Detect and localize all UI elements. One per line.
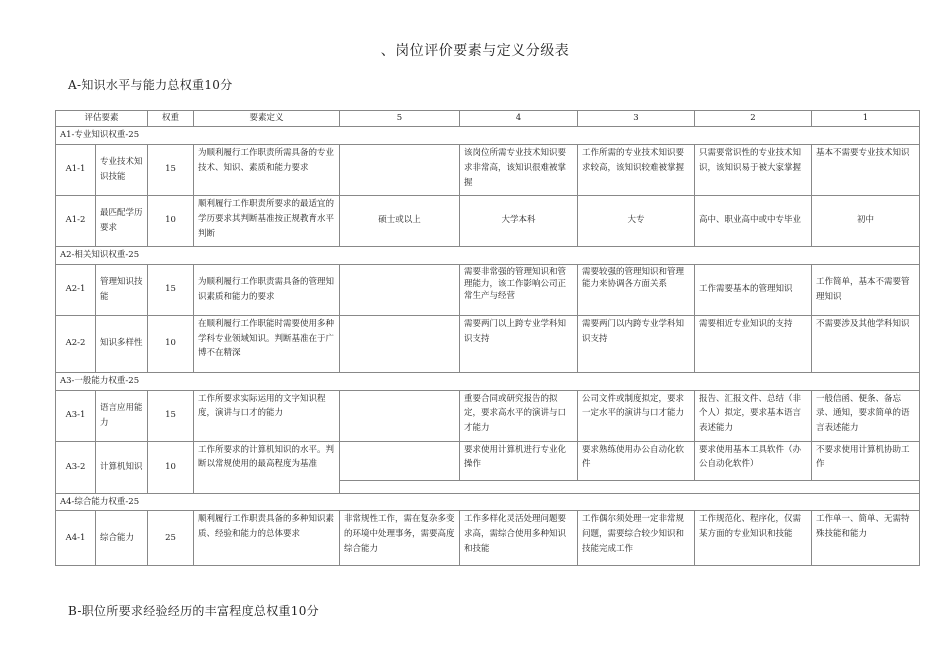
table-row [56, 264, 920, 315]
level-1-cell: 工作简单，基本不需要管理知识 [812, 264, 920, 315]
row-weight: 15 [148, 390, 194, 441]
row-code: A2-1 [56, 264, 96, 315]
level-1-cell: 不需要涉及其他学科知识 [812, 315, 920, 372]
header-level-1: 1 [812, 111, 920, 127]
row-definition: 工作所要求的计算机知识的水平。判断以常规使用的最高程度为基准 [194, 441, 340, 493]
level-5-cell: 非常规性工作，需在复杂多变的环境中处理事务，需要高度综合能力 [340, 511, 460, 566]
group-a1-label: A1-专业知识权重-25 [56, 126, 920, 144]
level-4-cell: 大学本科 [460, 195, 578, 246]
level-2-cell: 高中、职业高中或中专毕业 [695, 195, 812, 246]
group-a2-label: A2-相关知识权重-25 [56, 246, 920, 264]
group-row [56, 246, 920, 264]
level-2-cell: 只需要常识性的专业技术知识，该知识易于被大家掌握 [695, 144, 812, 195]
level-2-cell: 要求使用基本工具软件（办公自动化软件） [695, 441, 812, 480]
header-level-5: 5 [340, 111, 460, 127]
level-4-cell: 要求使用计算机进行专业化操作 [460, 441, 578, 480]
level-3-cell: 大专 [578, 195, 695, 246]
header-factor: 评估要素 [56, 111, 148, 127]
level-3-cell: 需要两门以内跨专业学科知识支持 [578, 315, 695, 372]
section-a-title: A-知识水平与能力总权重10分 [68, 78, 233, 92]
row-definition: 为顺利履行工作职责所需具备的专业技术、知识、素质和能力要求 [194, 144, 340, 195]
row-weight: 25 [148, 511, 194, 566]
table-row [56, 195, 920, 246]
row-weight: 10 [148, 195, 194, 246]
row-code: A3-1 [56, 390, 96, 441]
row-code: A2-2 [56, 315, 96, 372]
level-4-cell: 需要两门以上跨专业学科知识支持 [460, 315, 578, 372]
level-1-cell: 初中 [812, 195, 920, 246]
blank-cell [340, 480, 920, 493]
section-b-title: B-职位所要求经验经历的丰富程度总权重10分 [68, 604, 319, 618]
group-row [56, 372, 920, 390]
level-1-cell: 基本不需要专业技术知识 [812, 144, 920, 195]
level-5-cell: 硕士或以上 [340, 195, 460, 246]
level-3-cell: 工作所需的专业技术知识要求较高，该知识较难被掌握 [578, 144, 695, 195]
level-2-cell: 报告、汇报文件、总结（非个人）拟定，要求基本语言表述能力 [695, 390, 812, 441]
row-name: 最匹配学历要求 [96, 195, 148, 246]
row-definition: 顺利履行工作职责具备的多种知识素质、经验和能力的总体要求 [194, 511, 340, 566]
level-4-cell: 需要非常强的管理知识和管理能力，该工作影响公司正常生产与经营 [460, 264, 578, 315]
header-row [56, 111, 920, 127]
row-name: 专业技术知识技能 [96, 144, 148, 195]
level-5-cell [340, 390, 460, 441]
row-code: A1-2 [56, 195, 96, 246]
table-row [56, 144, 920, 195]
row-weight: 15 [148, 144, 194, 195]
table-row [56, 511, 920, 566]
group-a4-label: A4-综合能力权重-25 [56, 493, 920, 511]
header-level-3: 3 [578, 111, 695, 127]
header-definition: 要素定义 [194, 111, 340, 127]
row-code: A1-1 [56, 144, 96, 195]
level-2-cell: 工作规范化、程序化，仅需某方面的专业知识和技能 [695, 511, 812, 566]
group-a3-label: A3-一般能力权重-25 [56, 372, 920, 390]
page-title: 、岗位评价要素与定义分级表 [380, 43, 570, 59]
table-row [56, 441, 920, 480]
row-name: 管理知识技能 [96, 264, 148, 315]
table-row [56, 315, 920, 372]
level-2-cell: 工作需要基本的管理知识 [695, 264, 812, 315]
level-4-cell: 工作多样化灵活处理问题要求高，需综合使用多种知识和技能 [460, 511, 578, 566]
row-definition: 顺利履行工作职责所要求的最适宜的学历要求其判断基准按正规教育水平判断 [194, 195, 340, 246]
row-name: 计算机知识 [96, 441, 148, 493]
level-4-cell: 该岗位所需专业技术知识要求非常高，该知识很难被掌握 [460, 144, 578, 195]
level-3-cell: 要求熟练使用办公自动化软件 [578, 441, 695, 480]
table-row [56, 390, 920, 441]
row-definition: 工作所要求实际运用的文字知识程度，演讲与口才的能力 [194, 390, 340, 441]
level-5-cell [340, 315, 460, 372]
row-weight: 15 [148, 264, 194, 315]
row-code: A3-2 [56, 441, 96, 493]
header-weight: 权重 [148, 111, 194, 127]
row-name: 知识多样性 [96, 315, 148, 372]
level-3-cell: 工作偶尔须处理一定非常规问题，需要综合较少知识和技能完成工作 [578, 511, 695, 566]
level-5-cell [340, 264, 460, 315]
row-name: 语言应用能力 [96, 390, 148, 441]
level-1-cell: 工作单一、简单、无需特殊技能和能力 [812, 511, 920, 566]
level-1-cell: 不要求使用计算机协助工作 [812, 441, 920, 480]
row-name: 综合能力 [96, 511, 148, 566]
level-3-cell: 公司文件或制度拟定，要求一定水平的演讲与口才能力 [578, 390, 695, 441]
level-2-cell: 需要相近专业知识的支持 [695, 315, 812, 372]
row-definition: 为顺利履行工作职责需具备的管理知识素质和能力的要求 [194, 264, 340, 315]
level-4-cell: 重要合同或研究报告的拟定，要求高水平的演讲与口才能力 [460, 390, 578, 441]
header-level-2: 2 [695, 111, 812, 127]
group-row [56, 126, 920, 144]
level-5-cell [340, 144, 460, 195]
row-definition: 在顺利履行工作职能时需要使用多种学科专业领域知识。判断基准在于广博不在精深 [194, 315, 340, 372]
level-3-cell: 需要较强的管理知识和管理能力来协调各方面关系 [578, 264, 695, 315]
level-5-cell [340, 441, 460, 480]
evaluation-table [55, 110, 920, 566]
row-weight: 10 [148, 315, 194, 372]
level-1-cell: 一般信函、便条、备忘录、通知，要求简单的语言表述能力 [812, 390, 920, 441]
group-row [56, 493, 920, 511]
row-weight: 10 [148, 441, 194, 493]
header-level-4: 4 [460, 111, 578, 127]
row-code: A4-1 [56, 511, 96, 566]
